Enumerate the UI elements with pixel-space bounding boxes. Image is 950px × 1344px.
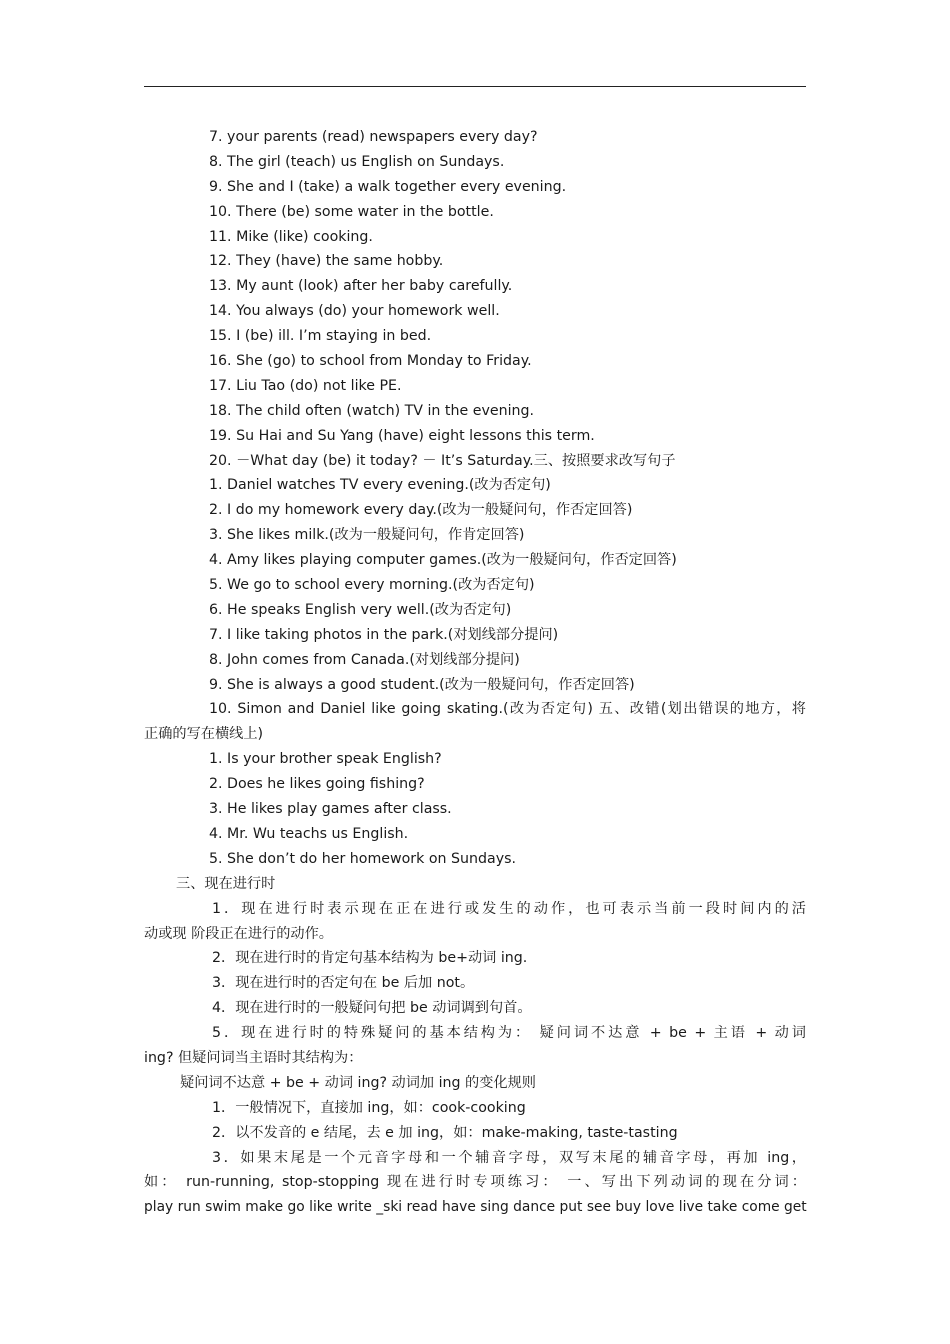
rewrite-item-7: 7. I like taking photos in the park.(对划线部分提问) [209,626,559,643]
grammar-rule-2: 2．现在进行时的肯定句基本结构为 be+动词 ing. [212,950,528,967]
rewrite-item-8: 8. John comes from Canada.(对划线部分提问) [209,651,520,668]
verb-list: play run swim make go like write _ski read have sing dance put see buy love live take come get [144,1199,807,1216]
rewrite-item-3: 3. She likes milk.(改为一般疑问句，作肯定回答) [209,527,525,544]
exercise-item-12: 12. They (have) the same hobby. [209,253,444,270]
grammar-rule-3: 3．现在进行时的否定句在 be 后加 not。 [212,975,475,992]
grammar-rule-4: 4．现在进行时的一般疑问句把 be 动词调到句首。 [212,1000,532,1017]
exercise-item-20: 20. －What day (be) it today? － It’s Saturday.三、按照要求改写句子 [209,452,676,469]
header-rule [144,86,806,87]
exercise-item-13: 13. My aunt (look) after her baby carefully. [209,278,513,295]
exercise-item-7: 7. your parents (read) newspapers every day? [209,129,538,145]
grammar-rule-5-subject: 疑问词不达意 + be + 动词 ing? 动词加 ing 的变化规则 [180,1074,536,1091]
grammar-rule-1-continued: 动或现 阶段正在进行的动作。 [144,925,333,942]
rewrite-item-9: 9. She is always a good student.(改为一般疑问句，作否定回答) [209,676,635,693]
rewrite-item-10: 10. Simon and Daniel like going skating.(改为否定句) 五、改错(划出错误的地方，将 [209,701,806,718]
exercise-item-14: 14. You always (do) your homework well. [209,303,500,320]
correction-item-4: 4. Mr. Wu teachs us English. [209,825,409,842]
exercise-item-9: 9. She and I (take) a walk together every evening. [209,178,567,195]
exercise-item-18: 18. The child often (watch) TV in the evening. [209,402,535,419]
rewrite-item-4: 4. Amy likes playing computer games.(改为一般疑问句，作否定回答) [209,552,677,569]
rewrite-item-6: 6. He speaks English very well.(改为否定句) [209,601,512,618]
correction-item-5: 5. She don’t do her homework on Sundays. [209,850,517,867]
exercise-item-11: 11. Mike (like) cooking. [209,228,373,245]
correction-item-2: 2. Does he likes going fishing? [209,776,425,793]
ing-rule-3: 3．如果末尾是一个元音字母和一个辅音字母，双写末尾的辅音字母，再加 ing， [212,1149,806,1166]
rewrite-item-5: 5. We go to school every morning.(改为否定句) [209,577,535,594]
exercise-item-19: 19. Su Hai and Su Yang (have) eight lessons this term. [209,427,595,444]
ing-rule-3-continued: 如： run-running, stop-stopping 现在进行时专项练习： 一、写出下列动词的现在分词： [144,1174,806,1191]
ing-rule-2: 2．以不发音的 e 结尾，去 e 加 ing，如：make-making, taste-tasting [212,1124,678,1141]
correction-item-3: 3. He likes play games after class. [209,801,452,818]
exercise-item-15: 15. I (be) ill. I’m staying in bed. [209,328,432,345]
exercise-item-8: 8. The girl (teach) us English on Sundays. [209,153,505,170]
exercise-item-17: 17. Liu Tao (do) not like PE. [209,377,402,394]
rewrite-item-2: 2. I do my homework every day.(改为一般疑问句，作否定回答) [209,502,633,519]
document-body [144,125,806,1220]
exercise-item-16: 16. She (go) to school from Monday to Friday. [209,353,532,370]
grammar-rule-5-continued: ing? 但疑问词当主语时其结构为： [144,1049,363,1066]
exercise-item-10: 10. There (be) some water in the bottle. [209,203,494,220]
grammar-rule-5: 5．现在进行时的特殊疑问的基本结构为： 疑问词不达意 + be + 主语 + 动词 [212,1025,806,1042]
section-title: 三、现在进行时 [176,875,276,892]
correction-item-1: 1. Is your brother speak English? [209,751,442,768]
correction-instruction-continued: 正确的写在横线上) [144,726,264,743]
ing-rule-1: 1．一般情况下，直接加 ing，如：cook-cooking [212,1099,526,1116]
grammar-rule-1: 1．现在进行时表示现在正在进行或发生的动作，也可表示当前一段时间内的活 [212,900,806,917]
rewrite-item-1: 1. Daniel watches TV every evening.(改为否定句) [209,477,551,494]
